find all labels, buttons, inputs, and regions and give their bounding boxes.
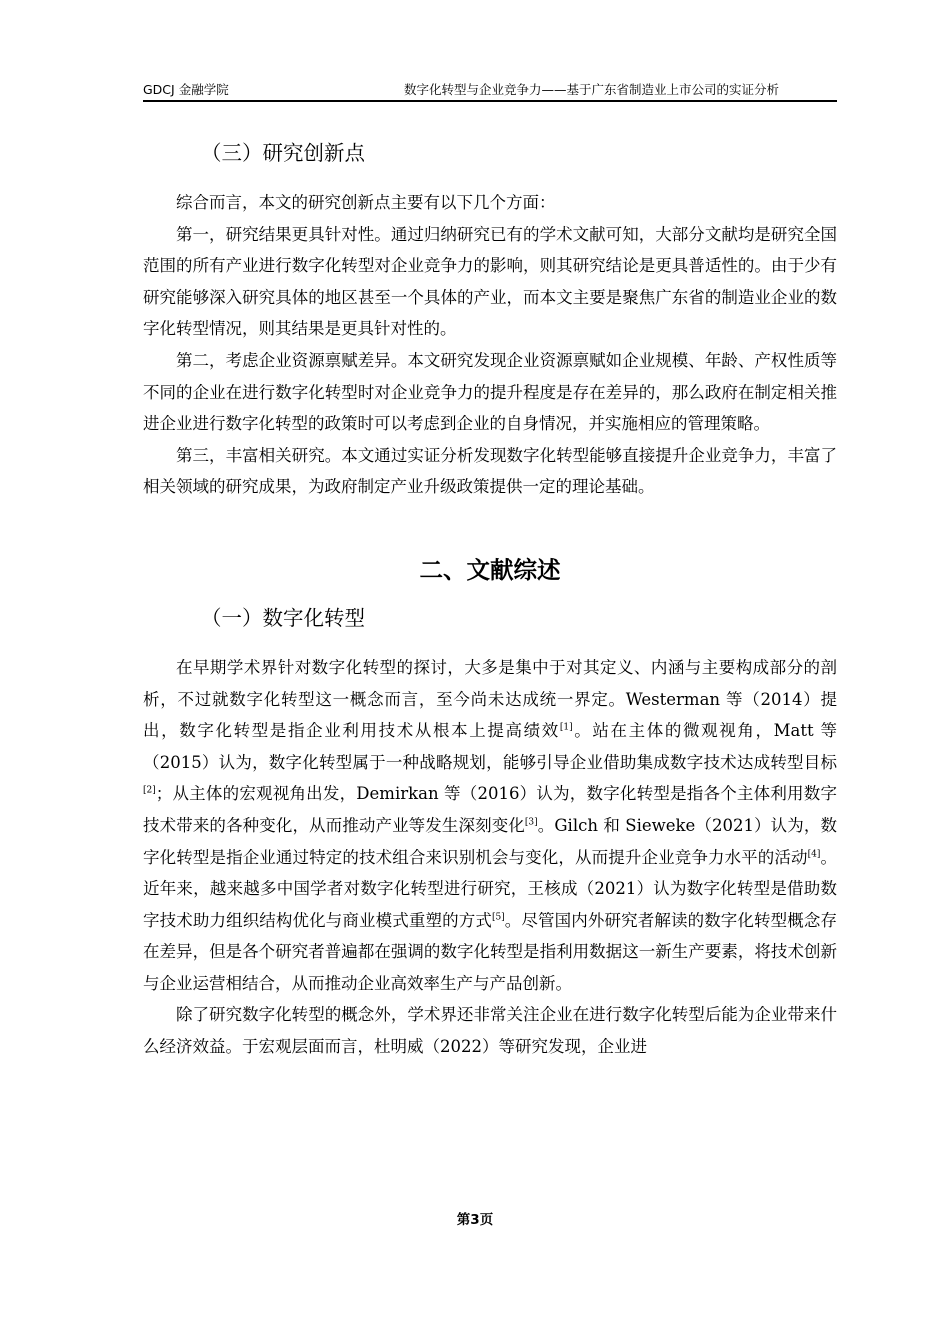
text-run: 。站在主体的微观视角，Matt 等（2015）认为，数字化转型属于一种战略规划，能够引导企业借助集成数字技术达成转型目标 bbox=[143, 721, 837, 772]
paragraph-innovation-third: 第三，丰富相关研究。本文通过实证分析发现数字化转型能够直接提升企业竞争力，丰富了相关领域的研究成果，为政府制定产业升级政策提供一定的理论基础。 bbox=[143, 445, 837, 497]
paragraph-innovation-first: 第一，研究结果更具针对性。通过归纳研究已有的学术文献可知，大部分文献均是研究全国范围的所有产业进行数字化转型对企业竞争力的影响，则其研究结论是更具普适性的。由于少有研究能够深入研究具体的地区甚至一个具体的产业，而本文主要是聚焦广东省的制造业企业的数字化转型情况，则其结果是更具针对性的。 bbox=[143, 224, 837, 339]
text-run: 。尽管国内外研究者解读的数字化转型概念存在差异，但是各个研究者普遍都在强调的数字化转型是指利用数据这一新生产要素，将技术创新与企业运营相结合，从而推动企业高效率生产与产品创新。 bbox=[143, 910, 838, 993]
header-paper-title: 数字化转型与企业竞争力——基于广东省制造业上市公司的实证分析 bbox=[403, 82, 779, 97]
page-number: 第3页 bbox=[456, 1212, 494, 1228]
citation-ref: [4] bbox=[807, 849, 821, 859]
text-run: ；从主体的宏观视角出发，Demirkan 等（2016）认为，数字化转型是指各个主体利用数字技术带来的各种变化，从而推动产业等发生深刻变化 bbox=[143, 784, 837, 835]
paragraph-digital-benefits: 除了研究数字化转型的概念外，学术界还非常关注企业在进行数字化转型后能为企业带来什么经济效益。于宏观层面而言，杜明威（2022）等研究发现，企业进 bbox=[143, 1005, 837, 1057]
section-heading-innovation: （三）研究创新点 bbox=[201, 141, 365, 165]
text-run: 在早期学术界针对数字化转型的探讨，大多是集中于对其定义、内涵与主要构成部分的剖析，不过就数字化转型这一概念而言，至今尚未达成统一界定。Westerman 等（2014）提出，数字化转型是指企业利用技术从根本上提高绩效 bbox=[143, 657, 837, 741]
paragraph-innovation-second: 第二，考虑企业资源禀赋差异。本文研究发现企业资源禀赋如企业规模、年龄、产权性质等不同的企业在进行数字化转型时对企业竞争力的提升程度是存在差异的，那么政府在制定相关推进企业进行数字化转型的政策时可以考虑到企业的自身情况，并实施相应的管理策略。 bbox=[143, 350, 837, 434]
section-heading-digital-transformation: （一）数字化转型 bbox=[201, 605, 365, 630]
citation-ref: [1] bbox=[559, 722, 573, 733]
paragraph-digital-definition bbox=[143, 652, 837, 1000]
text-run: 。近年来，越来越多中国学者对数字化转型进行研究，王核成（2021）认为数字化转型是借助数字技术助力组织结构优化与商业模式重塑的方式 bbox=[143, 847, 838, 930]
paragraph-innovation-intro: 综合而言，本文的研究创新点主要有以下几个方面： bbox=[176, 193, 556, 212]
text-run: 。Gilch 和 Sieweke（2021）认为，数字化转型是指企业通过特定的技术组合来识别机会与变化，从而提升企业竞争力水平的活动 bbox=[143, 815, 837, 867]
page-header bbox=[143, 78, 837, 102]
citation-ref: [2] bbox=[143, 785, 156, 796]
citation-ref: [5] bbox=[491, 912, 505, 923]
page-body bbox=[143, 130, 837, 1063]
chapter-heading-literature-review: 二、文献综述 bbox=[419, 555, 561, 584]
citation-ref: [3] bbox=[524, 817, 538, 828]
header-institution: GDCJ 金融学院 bbox=[143, 82, 229, 97]
